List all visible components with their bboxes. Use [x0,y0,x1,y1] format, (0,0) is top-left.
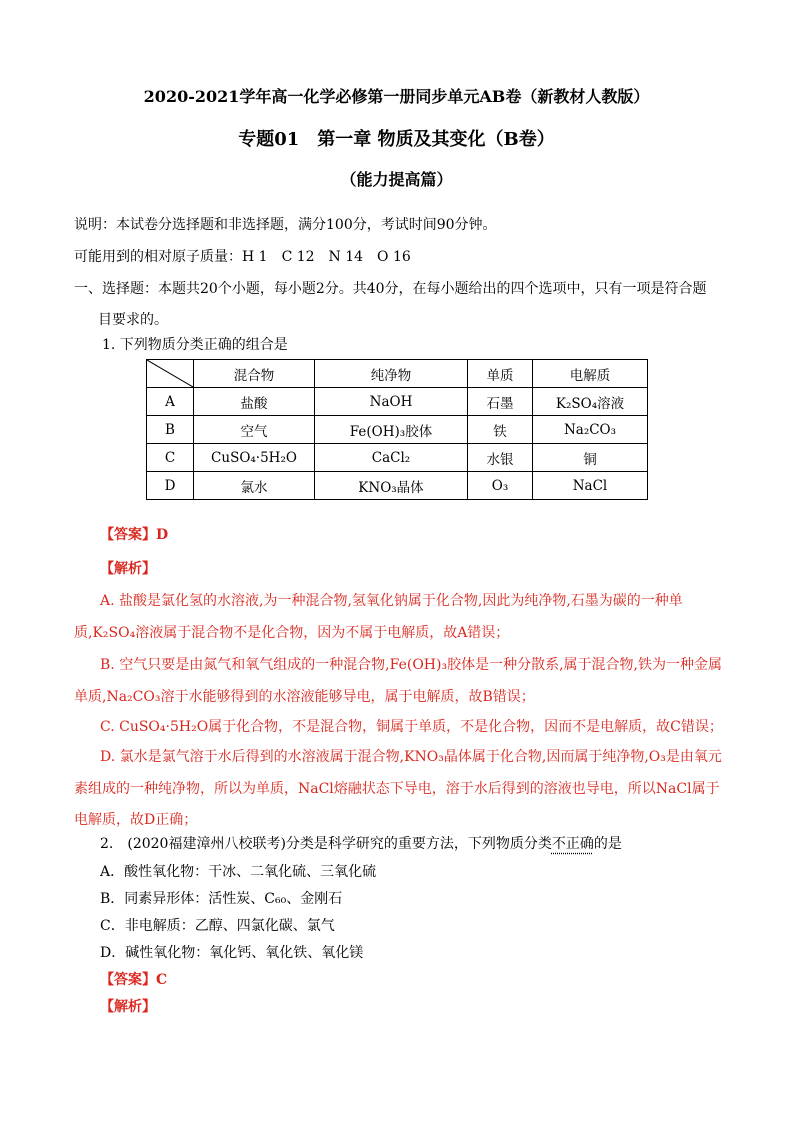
table-row [147,444,648,472]
table-header-cell: 电解质 [533,360,648,388]
q2-analysis-label: 【解析】 [100,999,156,1015]
q2-emphasis: 不正确 [551,836,594,852]
table-header-cell: 单质 [468,360,533,388]
table-header-cell: 混合物 [194,360,315,388]
table-cell: CaCl₂ [315,444,468,472]
document-title: 2020-2021学年高一化学必修第一册同步单元AB卷（新教材人教版） [143,87,650,106]
q2-stem-end: 的是 [593,836,622,852]
table-cell: K₂SO₄溶液 [533,388,648,416]
table-cell: D [147,472,194,500]
chapter-title: 专题01 第一章 物质及其变化（B卷） [238,129,555,150]
q1-stem: 1. 下列物质分类正确的组合是 [102,337,288,353]
table-cell: KNO₃晶体 [315,472,468,500]
table-cell: 石墨 [468,388,533,416]
table-cell: Fe(OH)₃胶体 [315,416,468,444]
q2-option-d: D．碱性氧化物：氧化钙、氧化铁、氧化镁 [100,945,364,961]
table-row [147,388,648,416]
diagonal-header-cell [147,360,194,388]
q1-analysis-label: 【解析】 [100,561,156,577]
table-cell: 空气 [194,416,315,444]
diagonal-line [147,360,193,387]
analysis-line: C. CuSO₄·5H₂O属于化合物，不是混合物，铜属于单质，不是化合物，因而不是电解质，故C错误； [100,719,723,735]
section-heading: 一、选择题：本题共20个小题，每小题2分。共40分，在每小题给出的四个选项中，只有一项是符合题 [74,281,707,297]
table-header-row [147,360,648,388]
table-cell: C [147,444,194,472]
q2-option-a: A．酸性氧化物：干冰、二氧化硫、三氧化硫 [100,864,377,880]
table-cell: CuSO₄·5H₂O [194,444,315,472]
table-header-cell: 纯净物 [315,360,468,388]
table-cell: NaOH [315,388,468,416]
table-cell: A [147,388,194,416]
classification-table [146,359,648,500]
subtitle: （能力提高篇） [340,170,453,189]
table-cell: NaCl [533,472,648,500]
table-cell: O₃ [468,472,533,500]
q2-stem [100,833,622,853]
analysis-line: 质,K₂SO₄溶液属于混合物不是化合物，因为不属于电解质，故A错误； [74,625,510,641]
instructions-note: 说明：本试卷分选择题和非选择题，满分100分，考试时间90分钟。 [74,217,497,233]
analysis-line: 单质,Na₂CO₃溶于水能够得到的水溶液能够导电，属于电解质，故B错误； [74,689,535,705]
q2-option-c: C．非电解质：乙醇、四氯化碳、氯气 [100,918,335,934]
table-cell: B [147,416,194,444]
analysis-line: D. 氯水是氯气溶于水后得到的水溶液属于混合物,KNO₃晶体属于化合物,因而属于纯净物,O₃是由氧元 [100,749,722,765]
q1-answer: 【答案】D [100,527,169,543]
q2-option-b: B．同素异形体：活性炭、C₆₀、金刚石 [100,891,343,907]
table-cell: 盐酸 [194,388,315,416]
q2-stem-text: 2. (2020福建漳州八校联考)分类是科学研究的重要方法，下列物质分类 [100,836,552,852]
table-cell: 水银 [468,444,533,472]
atomic-masses: 可能用到的相对原子质量：H 1 C 12 N 14 O 16 [74,249,411,265]
table-row [147,416,648,444]
analysis-line: 素组成的一种纯净物，所以为单质，NaCl熔融状态下导电，溶于水后得到的溶液也导电，所以NaCl属于 [74,781,720,797]
q2-answer: 【答案】C [100,972,168,988]
table-row [147,472,648,500]
table-cell: 铁 [468,416,533,444]
table-cell: 铜 [533,444,648,472]
analysis-line: 电解质，故D正确； [74,812,198,828]
table-cell: 氯水 [194,472,315,500]
table-cell: Na₂CO₃ [533,416,648,444]
analysis-line: A. 盐酸是氯化氢的水溶液,为一种混合物,氢氧化钠属于化合物,因此为纯净物,石墨为碳的一种单 [100,593,683,609]
section-heading-cont: 目要求的。 [98,312,168,328]
analysis-line: B. 空气只要是由氮气和氧气组成的一种混合物,Fe(OH)₃胶体是一种分散系,属于混合物,铁为一种金属 [100,657,722,673]
